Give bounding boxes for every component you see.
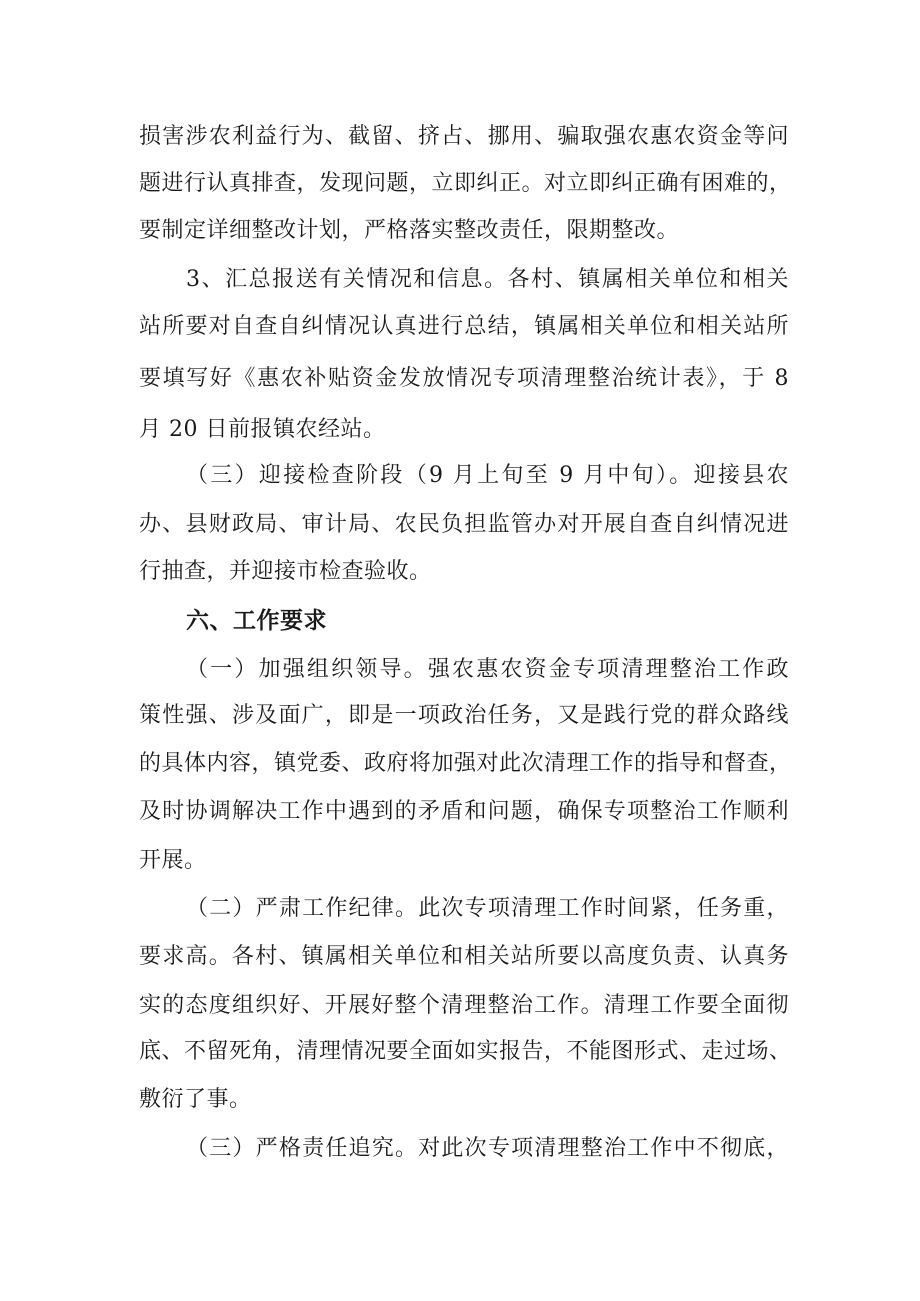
text-line: 办、县财政局、审计局、农民负担监管办对开展自查自纠情况进 [139, 512, 789, 537]
text-line: 月 20 日前报镇农经站。 [139, 417, 386, 442]
text-line: 开展。 [139, 848, 207, 873]
text-line: 要制定详细整改计划，严格落实整改责任，限期整改。 [139, 218, 680, 243]
text-line: 题进行认真排查，发现问题，立即纠正。对立即纠正确有困难的， [139, 171, 792, 196]
text-line: 损害涉农利益行为、截留、挤占、挪用、骗取强农惠农资金等问 [139, 124, 789, 149]
text-line: 行抽查，并迎接市检查验收。 [139, 559, 432, 584]
text-line: 及时协调解决工作中遇到的矛盾和问题，确保专项整治工作顺利 [139, 799, 789, 824]
text-line: （三）严格责任追究。对此次专项清理整治工作中不彻底， [186, 1136, 789, 1161]
text-line: 3、汇总报送有关情况和信息。各村、镇属相关单位和相关 [186, 267, 789, 292]
text-line: 要填写好《惠农补贴资金发放情况专项清理整治统计表》，于 8 [139, 366, 789, 391]
text-line: 底、不留死角，清理情况要全面如实报告，不能图形式、走过场、 [139, 1039, 792, 1064]
text-line: （一）加强组织领导。强农惠农资金专项清理整治工作政 [186, 657, 789, 682]
text-line: 站所要对自查自纠情况认真进行总结，镇属相关单位和相关站所 [139, 314, 789, 339]
text-line: 要求高。各村、镇属相关单位和相关站所要以高度负责、认真务 [139, 944, 789, 969]
text-line: 的具体内容，镇党委、政府将加强对此次清理工作的指导和督查， [139, 751, 792, 776]
text-line: （三）迎接检查阶段（9 月上旬至 9 月中旬）。迎接县农 [186, 463, 789, 488]
text-line: （二）严肃工作纪律。此次专项清理工作时间紧，任务重， [186, 896, 789, 921]
text-line: 敷衍了事。 [139, 1087, 252, 1112]
text-line: 策性强、涉及面广，即是一项政治任务，又是践行党的群众路线 [139, 703, 789, 728]
section-heading: 六、工作要求 [186, 608, 327, 634]
text-line: 实的态度组织好、开展好整个清理整治工作。清理工作要全面彻 [139, 993, 789, 1018]
